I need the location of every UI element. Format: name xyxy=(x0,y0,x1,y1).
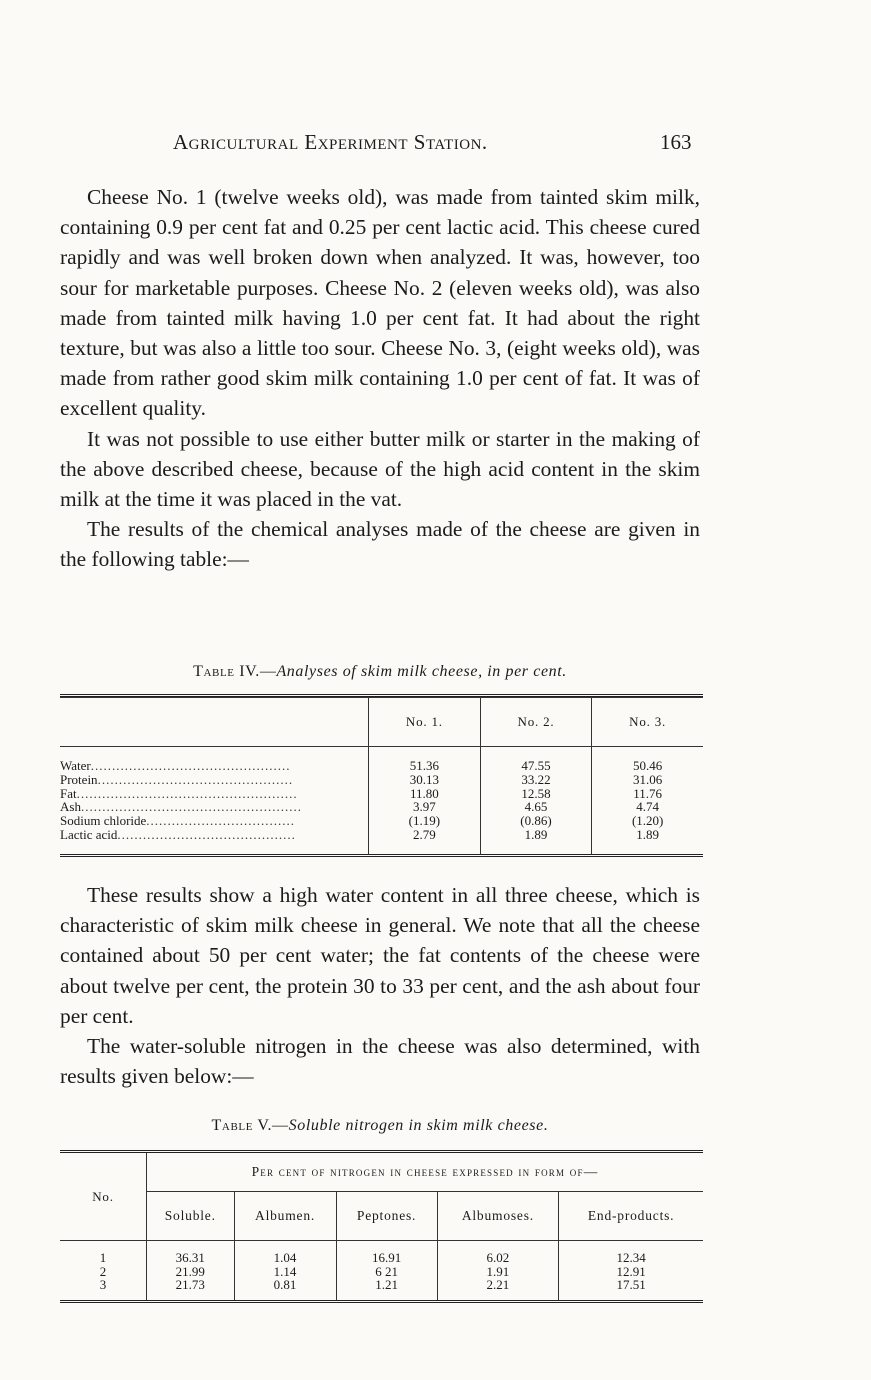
table-cell: 21.99 xyxy=(175,1263,205,1279)
table-row xyxy=(60,800,703,814)
table-cell: 6.02 xyxy=(437,1241,559,1265)
row-label: Lactic acid xyxy=(60,827,118,842)
body-section-1 xyxy=(60,182,700,575)
column-header: Soluble. xyxy=(164,1208,216,1223)
row-label: Sodium chloride xyxy=(60,814,147,828)
running-head xyxy=(60,130,700,160)
leader-dots: .................................................... xyxy=(80,800,302,815)
caption-label: Table IV. xyxy=(193,663,260,680)
page-number: 163 xyxy=(660,130,692,154)
column-header: No. 3. xyxy=(592,698,703,747)
table-cell: 12.34 xyxy=(559,1241,703,1265)
caption-dash: — xyxy=(272,1117,289,1134)
column-header: No. 2. xyxy=(480,698,592,747)
table-cell: 21.73 xyxy=(175,1277,205,1292)
body-section-2 xyxy=(60,880,700,1091)
row-label: Protein xyxy=(60,772,98,787)
table-v-caption xyxy=(60,1117,700,1135)
empty-header xyxy=(60,698,369,747)
table-cell: 11.80 xyxy=(369,787,481,801)
table-cell: 2.79 xyxy=(369,828,481,842)
table-cell: 36.31 xyxy=(175,1250,205,1265)
running-title: Agricultural Experiment Station. xyxy=(173,130,488,154)
column-header: No. 1. xyxy=(369,698,481,747)
table-cell: 3.97 xyxy=(369,800,481,814)
leader-dots: ................................... xyxy=(146,814,296,828)
table-row xyxy=(60,1241,703,1265)
column-header: End-products. xyxy=(559,1192,703,1241)
table-cell: 0.81 xyxy=(234,1278,336,1301)
table-cell: 12.58 xyxy=(480,787,592,801)
row-number: 2 xyxy=(60,1265,147,1279)
column-header: Albumoses. xyxy=(437,1192,559,1241)
table-cell: 50.46 xyxy=(592,759,703,773)
column-header: Albumen. xyxy=(234,1192,336,1241)
table-cell: 2.21 xyxy=(437,1278,559,1301)
leader-dots: .......................................... xyxy=(117,827,296,842)
table-row xyxy=(60,787,703,801)
row-number: 1 xyxy=(60,1241,147,1265)
paragraph: Cheese No. 1 (twelve weeks old), was made from tainted skim milk, containing 0.9 per cent fat and 0.25 per cent lactic acid. This cheese cured rapidly and was well broken down when analyzed. It was, however, too sour for marketable purposes. Cheese No. 2 (eleven weeks old), was also made from tainted milk having 1.0 per cent fat. It had about the right texture, but was also a little too sour. Cheese No. 3, (eight weeks old), was made from rather good skim milk containing 1.0 per cent of fat. It was of excellent quality. xyxy=(60,185,700,421)
row-number: 3 xyxy=(60,1278,147,1301)
table-cell: 51.36 xyxy=(369,759,481,773)
table-cell: 4.65 xyxy=(480,800,592,814)
table-row xyxy=(60,1265,703,1279)
leader-dots: .................................................... xyxy=(76,786,298,801)
table-row xyxy=(60,759,703,773)
caption-dash: — xyxy=(259,663,277,680)
table-row xyxy=(60,814,703,828)
row-label: Ash xyxy=(60,800,81,815)
table-cell: 1.91 xyxy=(437,1265,559,1279)
table-row xyxy=(60,1278,703,1301)
row-label: Fat xyxy=(60,786,77,801)
table-cell: (1.20) xyxy=(592,814,703,828)
paragraph: It was not possible to use either butter milk or starter in the making of the above described cheese, because of the high acid content in the skim milk at the time it was placed in the vat. xyxy=(60,426,700,512)
table-iv-caption xyxy=(60,663,700,681)
group-header: Per cent of nitrogen in cheese expressed in form of— xyxy=(147,1153,704,1192)
table-cell: 1.14 xyxy=(234,1265,336,1279)
table-v xyxy=(60,1150,703,1303)
table-cell: 31.06 xyxy=(592,773,703,787)
table-cell: 1.21 xyxy=(336,1278,437,1301)
table-cell: (0.86) xyxy=(480,814,592,828)
no-header: No. xyxy=(60,1153,147,1241)
table-cell: 16.91 xyxy=(336,1241,437,1265)
caption-label: Table V. xyxy=(211,1117,273,1134)
paragraph: These results show a high water content in all three cheese, which is characteristic of skim milk cheese in general. We note that all the cheese contained about 50 per cent water; the fat contents of the cheese were about twelve per cent, the protein 30 to 33 per cent, and the ash about four per cent. xyxy=(60,883,700,1028)
table-cell: 1.89 xyxy=(480,828,592,842)
table-cell: 17.51 xyxy=(559,1278,703,1301)
table-row xyxy=(60,773,703,787)
table-cell: 12.91 xyxy=(559,1265,703,1279)
table-cell: 4.74 xyxy=(592,800,703,814)
caption-text: Analyses of skim milk cheese, in per cent. xyxy=(276,663,567,680)
paragraph: The water-soluble nitrogen in the cheese was also determined, with results given below:— xyxy=(60,1034,700,1089)
row-label: Water xyxy=(60,759,91,773)
leader-dots: .............................................. xyxy=(97,772,294,787)
paragraph: The results of the chemical analyses made of the cheese are given in the following table:— xyxy=(60,517,700,572)
column-header: Peptones. xyxy=(336,1192,437,1241)
table-cell: 47.55 xyxy=(480,759,592,773)
leader-dots: ............................................... xyxy=(90,759,291,773)
table-cell: 11.76 xyxy=(592,787,703,801)
table-cell: 1.89 xyxy=(592,828,703,842)
table-cell: (1.19) xyxy=(369,814,481,828)
table-cell: 33.22 xyxy=(480,773,592,787)
table-cell: 30.13 xyxy=(369,773,481,787)
table-cell: 1.04 xyxy=(234,1241,336,1265)
table-cell: 6 21 xyxy=(336,1265,437,1279)
table-iv xyxy=(60,694,703,857)
caption-text: Soluble nitrogen in skim milk cheese. xyxy=(288,1117,549,1134)
table-row xyxy=(60,828,703,842)
